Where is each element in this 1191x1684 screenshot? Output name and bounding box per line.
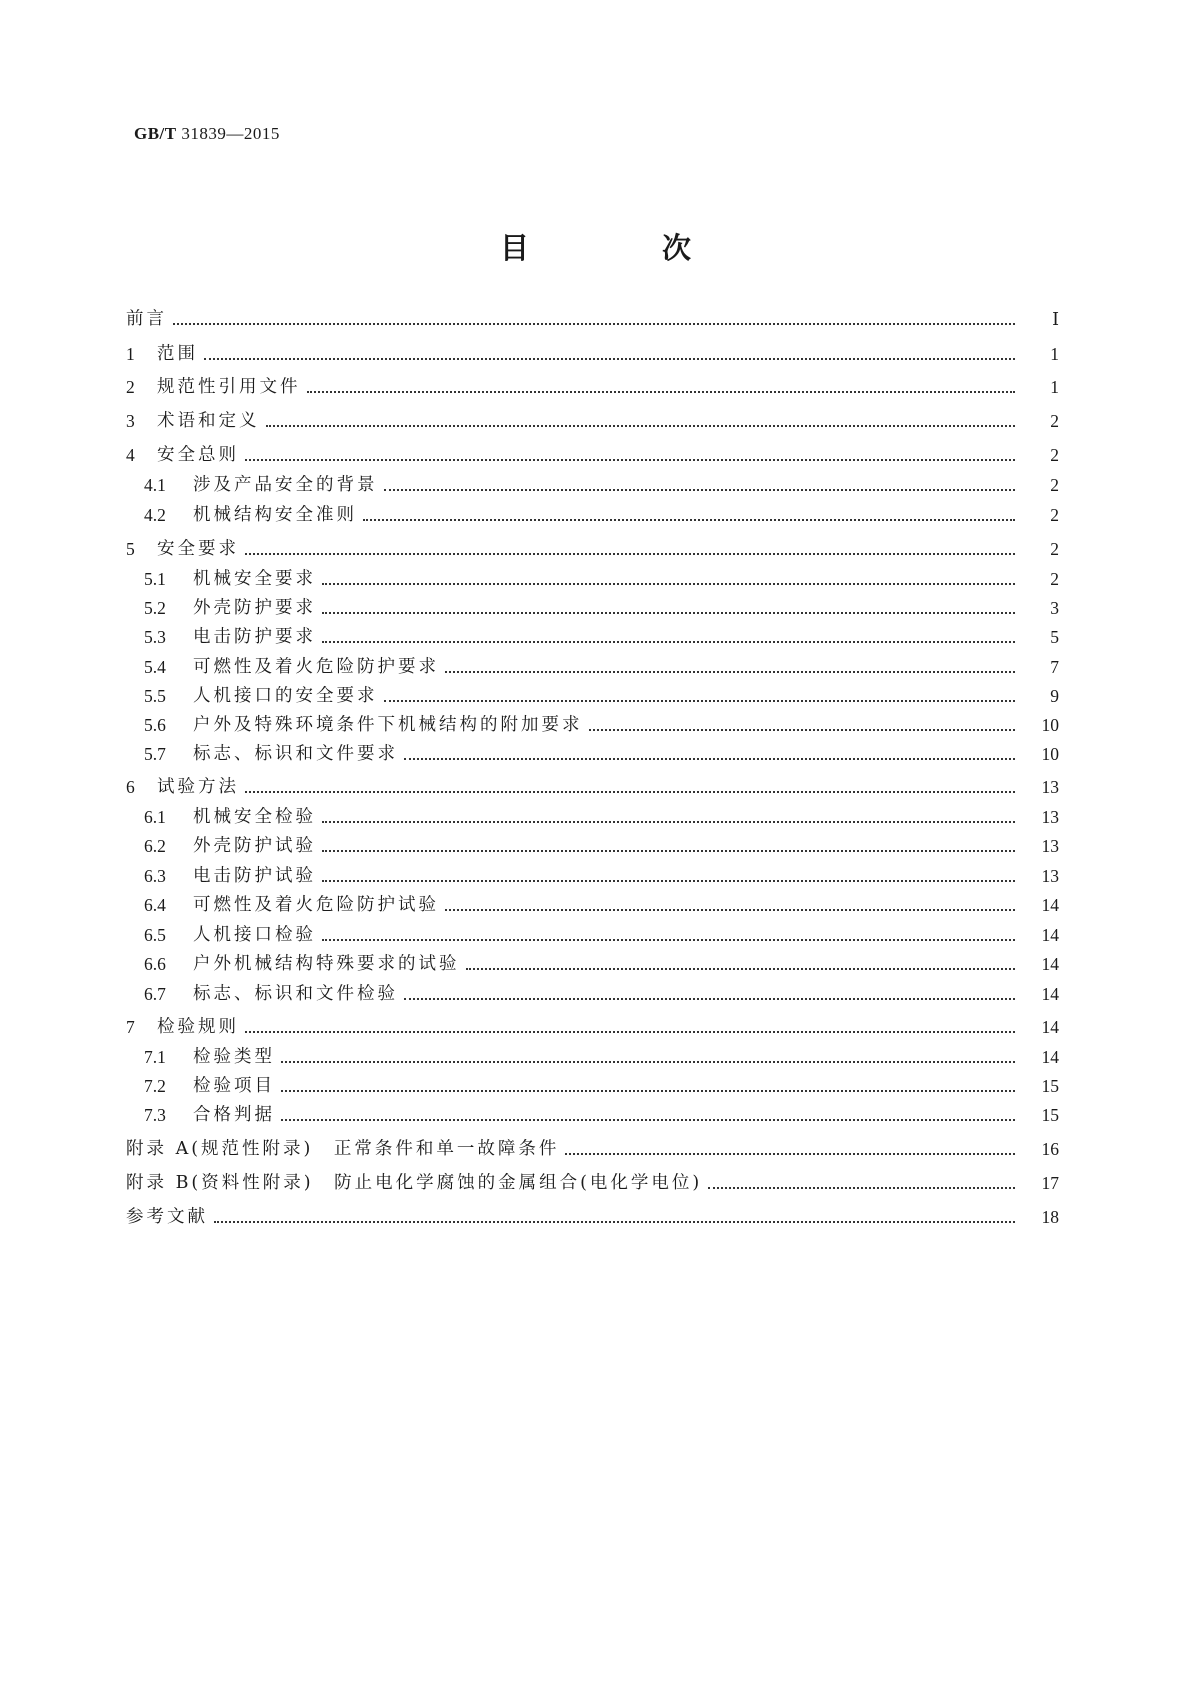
- toc-entry-label: [126, 410, 260, 432]
- toc-entry-page: 14: [1041, 984, 1059, 1004]
- toc-entry-label: [144, 1075, 275, 1097]
- toc-entry[interactable]: [0, 886, 1191, 916]
- toc-entry-page: 18: [1041, 1207, 1059, 1227]
- toc-entry[interactable]: [0, 300, 1191, 330]
- toc-entry-page: 10: [1041, 744, 1059, 764]
- toc-leader-dots: [307, 391, 1016, 393]
- toc-entry-number: 3: [126, 411, 135, 431]
- toc-entry-title: 参考文献: [126, 1207, 208, 1227]
- toc-entry-label: [144, 1104, 275, 1126]
- toc-entry-title: 检验规则: [157, 1017, 239, 1037]
- toc-entry-number: 5.1: [144, 569, 166, 589]
- toc-entry-title: 试验方法: [157, 777, 239, 797]
- toc-leader-dots: [214, 1221, 1015, 1223]
- toc-entry-number: 5.7: [144, 744, 166, 764]
- toc-entry-title: 涉及产品安全的背景: [193, 475, 378, 495]
- toc-entry-title: 标志、标识和文件要求: [193, 744, 398, 764]
- toc-entry-label: [144, 953, 460, 975]
- toc-entry-title: 术语和定义: [157, 411, 260, 431]
- toc-entry-page: 2: [1050, 505, 1059, 525]
- toc-leader-dots: [363, 519, 1015, 521]
- toc-entry-title: 检验类型: [193, 1047, 275, 1067]
- toc-entry-page: 5: [1050, 627, 1059, 647]
- toc-leader-dots: [281, 1061, 1015, 1063]
- toc-entry-title: 范围: [157, 344, 198, 364]
- toc-entry-label: [144, 924, 316, 946]
- toc-entry[interactable]: [0, 706, 1191, 736]
- toc-entry-number: 6.2: [144, 836, 166, 856]
- toc-leader-dots: [245, 553, 1015, 555]
- toc-entry-page: 13: [1041, 807, 1059, 827]
- toc-entry-label: [126, 308, 167, 330]
- toc-entry[interactable]: [0, 335, 1191, 365]
- toc-entry-page: 13: [1041, 777, 1059, 797]
- toc-leader-dots: [384, 700, 1016, 702]
- standard-prefix: GB/T: [134, 124, 177, 143]
- toc-entry-title: 安全总则: [157, 445, 239, 465]
- toc-entry-title: 户外及特殊环境条件下机械结构的附加要求: [193, 715, 583, 735]
- toc-entry-label: [144, 656, 439, 678]
- toc-entry-title: 安全要求: [157, 539, 239, 559]
- toc-leader-dots: [245, 459, 1015, 461]
- toc-entry-title: 合格判据: [193, 1105, 275, 1125]
- toc-leader-dots: [466, 968, 1016, 970]
- toc-entry-title: 可燃性及着火危险防护试验: [193, 895, 439, 915]
- toc-entry[interactable]: [0, 1067, 1191, 1097]
- toc-entry-label: [144, 626, 316, 648]
- toc-entry-page: 2: [1050, 569, 1059, 589]
- toc-entry-number: 7.3: [144, 1105, 166, 1125]
- toc-entry-page: 14: [1041, 1017, 1059, 1037]
- toc-leader-dots: [266, 425, 1016, 427]
- toc-leader-dots: [565, 1153, 1015, 1155]
- toc-entry-label: [144, 504, 357, 526]
- toc-entry-page: 14: [1041, 954, 1059, 974]
- toc-entry[interactable]: [0, 1038, 1191, 1068]
- toc-entry[interactable]: [0, 975, 1191, 1005]
- toc-entry[interactable]: [0, 1198, 1191, 1228]
- toc-entry-title: 可燃性及着火危险防护要求: [193, 657, 439, 677]
- toc-entry-title: 机械结构安全准则: [193, 505, 357, 525]
- toc-entry[interactable]: [0, 436, 1191, 466]
- toc-entry-page: 15: [1041, 1076, 1059, 1096]
- toc-entry[interactable]: [0, 402, 1191, 432]
- toc-entry-title: 检验项目: [193, 1076, 275, 1096]
- toc-entry-label: [144, 835, 316, 857]
- toc-entry[interactable]: [0, 945, 1191, 975]
- toc-leader-dots: [322, 880, 1015, 882]
- toc-entry-label: [144, 597, 316, 619]
- toc-entry-page: 14: [1041, 895, 1059, 915]
- toc-entry-label: [144, 685, 378, 707]
- toc-entry[interactable]: [0, 530, 1191, 560]
- toc-entry-label: [144, 865, 316, 887]
- toc-entry-label: [144, 894, 439, 916]
- toc-entry-page: 17: [1041, 1173, 1059, 1193]
- toc-entry-label: [126, 343, 198, 365]
- toc-entry-title: 前言: [126, 309, 167, 329]
- toc-entry[interactable]: [0, 827, 1191, 857]
- toc-entry-label: [126, 1138, 559, 1160]
- toc-entry-page: 10: [1041, 715, 1059, 735]
- toc-entry[interactable]: [0, 857, 1191, 887]
- toc-leader-dots: [322, 641, 1015, 643]
- toc-entry-number: 5.6: [144, 715, 166, 735]
- toc-entry-title: 机械安全要求: [193, 569, 316, 589]
- toc-entry[interactable]: [0, 1130, 1191, 1160]
- toc-entry-page: Ⅰ: [1052, 309, 1059, 329]
- toc-entry[interactable]: [0, 589, 1191, 619]
- toc-entry-page: 16: [1041, 1139, 1059, 1159]
- toc-leader-dots: [404, 758, 1015, 760]
- toc-entry-number: 6.5: [144, 925, 166, 945]
- toc-entry-page: 9: [1050, 686, 1059, 706]
- toc-entry-number: 4: [126, 445, 135, 465]
- toc-entry-number: 5.5: [144, 686, 166, 706]
- toc-entry-title: 外壳防护试验: [193, 836, 316, 856]
- toc-entry[interactable]: [0, 648, 1191, 678]
- toc-entry-label: [144, 474, 378, 496]
- toc-entry-title: 人机接口检验: [193, 925, 316, 945]
- toc-entry-number: 7.2: [144, 1076, 166, 1096]
- toc-entry-label: [144, 806, 316, 828]
- toc-leader-dots: [281, 1119, 1015, 1121]
- toc-entry-label: [126, 444, 239, 466]
- toc-leader-dots: [589, 729, 1016, 731]
- toc-leader-dots: [173, 323, 1015, 325]
- toc-entry-label: [126, 376, 301, 398]
- toc-leader-dots: [322, 850, 1015, 852]
- toc-entry-title: 电击防护试验: [193, 866, 316, 886]
- toc-entry-number: 5: [126, 539, 135, 559]
- page-title: 目 次: [499, 231, 743, 265]
- toc-entry[interactable]: [0, 768, 1191, 798]
- toc-entry-number: 6.6: [144, 954, 166, 974]
- standard-code: [134, 124, 280, 144]
- toc-entry-page: 2: [1050, 475, 1059, 495]
- toc-leader-dots: [322, 583, 1015, 585]
- toc-entry-number: 6.4: [144, 895, 166, 915]
- toc-leader-dots: [404, 998, 1015, 1000]
- toc-leader-dots: [708, 1187, 1015, 1189]
- toc-entry-title: 外壳防护要求: [193, 598, 316, 618]
- toc-entry[interactable]: [0, 560, 1191, 590]
- toc-entry-label: [126, 1016, 239, 1038]
- toc-entry-label: [144, 983, 398, 1005]
- toc-entry-title: 附录 A(规范性附录) 正常条件和单一故障条件: [126, 1139, 560, 1159]
- toc-entry[interactable]: [0, 618, 1191, 648]
- toc-entry-title: 机械安全检验: [193, 807, 316, 827]
- toc-entry-label: [144, 743, 398, 765]
- toc-entry-title: 规范性引用文件: [157, 377, 301, 397]
- toc-entry[interactable]: [0, 916, 1191, 946]
- toc-leader-dots: [384, 489, 1016, 491]
- toc-entry-page: 3: [1050, 598, 1059, 618]
- toc-entry-number: 6.1: [144, 807, 166, 827]
- toc-entry-number: 2: [126, 377, 135, 397]
- toc-entry-page: 14: [1041, 925, 1059, 945]
- toc-entry[interactable]: [0, 1164, 1191, 1194]
- toc-entry-page: 2: [1050, 445, 1059, 465]
- toc-entry[interactable]: [0, 677, 1191, 707]
- toc-entry-number: 6: [126, 777, 135, 797]
- toc-entry-page: 13: [1041, 866, 1059, 886]
- toc-entry-page: 7: [1050, 657, 1059, 677]
- toc-entry-number: 5.4: [144, 657, 166, 677]
- toc-entry-number: 4.1: [144, 475, 166, 495]
- toc-entry-number: 6.7: [144, 984, 166, 1004]
- toc-leader-dots: [445, 909, 1015, 911]
- toc-entry-page: 13: [1041, 836, 1059, 856]
- toc-entry[interactable]: [0, 798, 1191, 828]
- toc-entry-title: 电击防护要求: [193, 627, 316, 647]
- toc-entry-title: 附录 B(资料性附录) 防止电化学腐蚀的金属组合(电化学电位): [126, 1173, 703, 1193]
- toc-entry-page: 15: [1041, 1105, 1059, 1125]
- toc-leader-dots: [322, 939, 1015, 941]
- toc-entry-number: 1: [126, 344, 135, 364]
- toc-entry-label: [126, 1172, 702, 1194]
- toc-entry-number: 7.1: [144, 1047, 166, 1067]
- toc-entry-number: 4.2: [144, 505, 166, 525]
- toc-entry[interactable]: [0, 368, 1191, 398]
- toc-entry[interactable]: [0, 1008, 1191, 1038]
- toc-leader-dots: [245, 791, 1015, 793]
- toc-entry-label: [144, 714, 583, 736]
- toc-entry-label: [126, 1206, 208, 1228]
- toc-entry-number: 7: [126, 1017, 135, 1037]
- toc-leader-dots: [445, 671, 1015, 673]
- toc-entry-number: 5.2: [144, 598, 166, 618]
- toc-entry-page: 1: [1050, 344, 1059, 364]
- toc-entry[interactable]: [0, 735, 1191, 765]
- toc-leader-dots: [322, 821, 1015, 823]
- toc-leader-dots: [245, 1031, 1015, 1033]
- toc-entry-page: 2: [1050, 539, 1059, 559]
- toc-entry[interactable]: [0, 1096, 1191, 1126]
- toc-entry-page: 14: [1041, 1047, 1059, 1067]
- toc-leader-dots: [322, 612, 1015, 614]
- toc-leader-dots: [281, 1090, 1015, 1092]
- toc-entry-title: 标志、标识和文件检验: [193, 984, 398, 1004]
- toc-entry[interactable]: [0, 466, 1191, 496]
- toc-entry-title: 人机接口的安全要求: [193, 686, 378, 706]
- toc-entry-label: [126, 776, 239, 798]
- toc-entry[interactable]: [0, 496, 1191, 526]
- toc-entry-page: 1: [1050, 377, 1059, 397]
- standard-number: 31839—2015: [181, 124, 280, 143]
- toc-entry-page: 2: [1050, 411, 1059, 431]
- toc-entry-label: [144, 568, 316, 590]
- toc-entry-number: 5.3: [144, 627, 166, 647]
- toc-entry-label: [126, 538, 239, 560]
- toc-leader-dots: [204, 358, 1015, 360]
- toc-entry-label: [144, 1046, 275, 1068]
- toc-entry-number: 6.3: [144, 866, 166, 886]
- toc-entry-title: 户外机械结构特殊要求的试验: [193, 954, 460, 974]
